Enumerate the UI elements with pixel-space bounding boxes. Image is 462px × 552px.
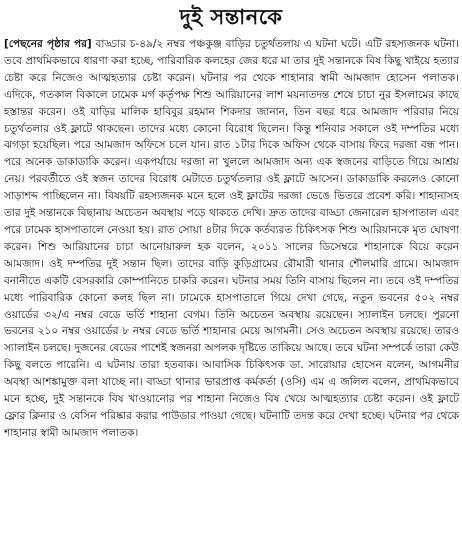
article-body [4,36,459,550]
headline: দুই সন্তানকে [179,5,283,29]
article-text: বাড্ডার চ-৪৯/২ নম্বর পঞ্চকুঞ্জ বাড়ির চতুর্থতলায় এ ঘটনা ঘটে। এটি রহস্যজনক ঘটনা। তবে প্রাথমিকভাবে ধারণা করা হচ্ছে, পারিবারিক কলহের জের ধরে মা তার দুই সন্তানকে বিষ কিছু খাইয়ে হত্যার চেষ্টা করে নিজেও আত্মহত্যার চেষ্টা করেন। ঘটনার পর থেকে শাহানার স্বামী আমজাদ হোসেন পলাতক। এদিকে, গতকাল বিকালে ঢামেক মর্গ কর্তৃপক্ষ শিশু আরিয়ানের লাশ ময়নাতদন্ত শেষে চাচা নুর ইসলামের কাছে হস্তান্তর করেন। ওই বাড়ির মালিক হাবিবুর রহমান শিকদার জানান, তিন বছর ধরে আমজাদ পরিবার নিয়ে চতুর্থতলার ওই ফ্লাটে থাকছেন। তাদের মধ্যে কোনো বিরোধ ছিলেন। কিন্তু শনিবার সকালে ওই দম্পতির মধ্যে ঝগড়া হয়েছিল। পরে আমজাদ অফিসে চলে যান। রাত ১টার দিকে অফিস থেকে বাসায় ফিরে দরজা বন্ধ পান। পরে অনেক ডাকাডাকি করেন। একপর্যায়ে দরজা না খুললে আমজাদ অন্য এক স্বজনের বাড়িতে গিয়ে আশ্রয় নেয়। পরবর্তীতে ওই স্বজন তাদের বিরোধ মেটাতে চতুর্থতলার ওই ফ্লাটে আসেন। ডাকাডাকি করলেও কোনো সাড়াশব্দ পাচ্ছিলেন না। বিষয়টি রহস্যজনক মনে হলে ওই ফ্লাটের দরজা ভেঙে ভিতরে প্রবেশ করি। শাহানাসহ তার দুই সন্তানকে বিছানায় অচেতন অবস্থায় পড়ে থাকতে দেখি। দ্রুত তাদের বাড্ডা জেনারেল হাসপাতাল এবং পরে ঢামেক হাসপাতালে নেওয়া হয়। রাত সোয়া ৪টার দিকে কর্তব্যরত চিকিৎসক শিশু আরিয়ানকে মৃত ঘোষণা করেন। শিশু আরিয়ানের চাচা আনোয়ারুল হক বলেন, ২০১১ সালের ডিসেম্বরে শাহানাকে বিয়ে করেন আমজাদ। ওই দম্পতির দুই সন্তান ছিল। তাদের বাড়ি কুড়িগ্রামের রৌমারী থানার শৌলমারি গ্রামে। আমজাদ বনানীতে একটি বেসরকারি কোম্পানিতে চাকরি করেন। ঘটনার সময় তিনি বাসায় ছিলেন না। তবে ওই দম্পতির মধ্যে পারিবারিক কোনো কলহ ছিল না। ঢামেকে হাসপাতালে গিয়ে দেখা গেছে, নতুন ভবনের ৫০২ নম্বর ওয়ার্ডের ৩২/এ নম্বর বেডে ভর্তি শাহানা বেগম। তিনি অচেতন অবস্থায় রয়েছেন। স্যালাইন চলছে। পুরনো ভবনের ২১০ নম্বর ওয়ার্ডের ৮ নম্বর বেডে ভর্তি শাহানার মেয়ে আগমনী। সেও অচেতন অবস্থায় রয়েছে। তারও স্যালাইন চলছে। দুজনের বেডের পাশেই স্বজনরা অপলক দৃষ্টিতে তাকিয়ে আছে। তবে ঘটনা সম্পর্কে তারা কেউ কিছু বলতে পারেনি। এ ঘটনায় তারা হতবাক। আবাসিক চিকিৎসক ডা. সারোয়ার হোসেন বলেন, আগমনীর অবস্থা আশঙ্কামুক্ত বলা যাচ্ছে না। বাড্ডা থানার ভারপ্রাপ্ত কর্মকর্তা (ওসি) এম এ জলিল বলেন, প্রাথমিকভাবে মনে হচ্ছে, দুই সন্তানকে বিষ খাওয়ানোর পর শাহানা নিজেও বিষ খেয়ে আত্মহত্যার চেষ্টা করেন। ওই ফ্লাটে ফ্লোর ক্লিনার ও বেসিন পরিষ্কার করার পাউডার পাওয়া গেছে। ঘটনাটি তদন্ত করে দেখা হচ্ছে। ঘটনার পর থেকে শাহানার স্বামী আমজাদ পলাতক। [4,38,459,439]
continued-from-marker: [পেছনের পৃষ্ঠার পর] [4,38,92,50]
